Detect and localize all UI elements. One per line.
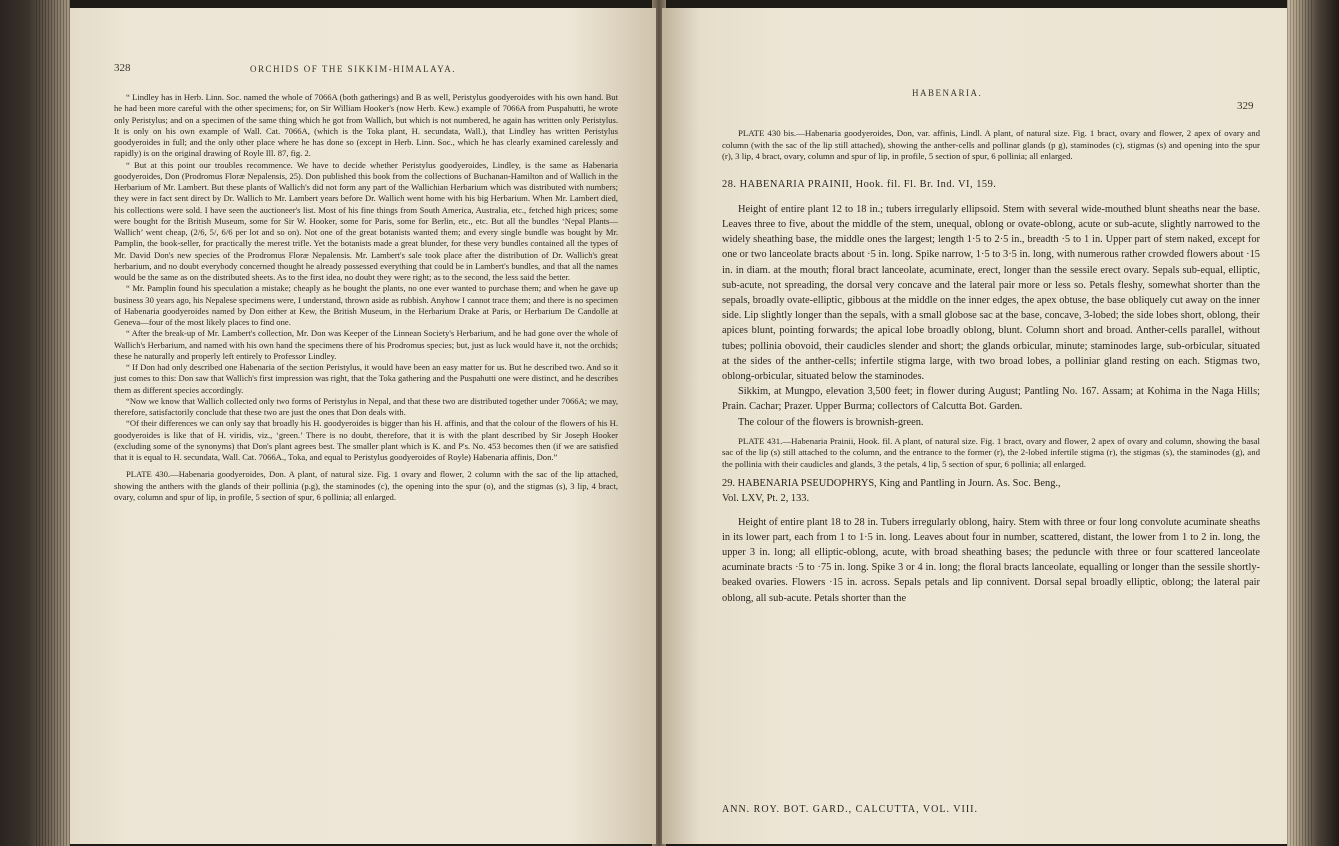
left-page — [70, 8, 656, 844]
paragraph: Height of entire plant 12 to 18 in.; tubers irregularly ellipsoid. Stem with several wide-mouthed blunt sheaths near the base. Leaves three to five, about the middle of the stem, unequal, oblong or ovate-oblong, acute or sub-acute, slightly narrowed to the widely sheathing base, the middle ones the largest; length 1·5 to 2·5 in., breadth ·5 to 1 in. Upper part of stem naked, except for one or two lanceolate bracts about ·5 in. long. Spike narrow, 1·5 to 3·5 in. long, with numerous rather crowded flowers about ·15 in. in diam. at the mouth; floral bract lanceolate, acuminate, erect, longer than the sessile erect ovary. Sepals sub-equal, elliptic, sub-acute, not spreading, the dorsal very concave and the lateral pair more or less so. Petals fleshy, somewhat shorter than the sepals, broadly ovate-elliptic, gibbous at the middle on the inner edges, the apex obtuse, the base obliquely cut away on the inner side. Lip slightly longer than the sepals, with a small globose sac at the base, concave, 3-lobed; the side lobes short, oblong, their apices blunt, pointing forwards; the apical lobe broadly oblong, blunt. Column short and broad. Anther-cells parallel, without tubes; pollinia obovoid, their caudicles slender and short; the glands orbicular, minute; staminodes large, sub-orbicular, situated at the sides of the anther-cells; infertile stigma large, with two broad lobes, a polliniar gland resting on each. Stigmas two, oblong-orbicular, situated below the staminodes. — [722, 203, 1260, 382]
plate-caption: PLATE 430.—Habenaria goodyeroides, Don. A plant, of natural size. Fig. 1 ovary and flower, 2 column with the sac of the lip attached, showing the anthers with the glands of their pollinia (p.g), the staminodes (c), the opening into the spur (o), and the stigmas (s), 3 lip, 4 bract, ovary, column and spur of lip, in profile, 5 section of spur, 6 pollinia; all enlarged. — [114, 469, 618, 502]
page-number: 329 — [1237, 100, 1254, 112]
running-head: HABENARIA. — [912, 88, 983, 98]
section-heading-cont: Vol. LXV, Pt. 2, 133. — [722, 493, 810, 505]
paragraph: The colour of the flowers is brownish-green. — [738, 416, 924, 428]
plate-caption: PLATE 431.—Habenaria Prainii, Hook. fil. A plant, of natural size. Fig. 1 bract, ovary and flower, 2 apex of ovary and column, showing the basal sac of the lip (s) still attached to the column, and the entrance to the former (r), the 2-lobed infertile stigma (r), the stigmas (s), the staminodes (g), and the pollinia with their caudicles and glands, 3 the petals, 4 lip, 5 section of spur, 6 pollinia; all enlarged. — [722, 435, 1260, 469]
paragraph: Sikkim, at Mungpo, elevation 3,500 feet; in flower during August; Pantling No. 167. Assam; at Kohima in the Naga Hills; Prain. Cachar; Prazer. Upper Burma; collectors of Calcutta Bot. Garden. — [722, 386, 1260, 413]
paragraph: “Of their differences we can only say that broadly his H. goodyeroides is bigger than his H. affinis, and that the colour of the flowers of his H. goodyeroides is like that of H. viridis, viz., ‘green.’ There is no doubt, therefore, that it is with the plant described by Sir Joseph Hooker (excluding some of the synonyms) that Don's plant agrees best. The smaller plant which is K. and P's. No. 453 becomes then (if we are satisfied that it is equal to H. secundata, Wall. Cat. 7066A., Toka, and equal to Peristylus goodyeroides of Royle) Habenaria affinis, Don.” — [114, 418, 618, 462]
plate-caption: PLATE 430 bis.—Habenaria goodyeroides, Don, var. affinis, Lindl. A plant, of natural size. Fig. 1 bract, ovary and flower, 2 apex of ovary and column (with the sac of the lip still attached), showing the anther-cells and pollinar glands (p g), staminodes (c), stigmas (s) and opening into the spur (r), 3 lip, 4 bract, ovary, column and spur of lip, in profile, 5 section of spur, 6 pollinia; all enlarged. — [722, 128, 1260, 161]
paragraph: “ Mr. Pamplin found his speculation a mistake; cheaply as he bought the plants, no one ever wanted to purchase them; and when he gave up business 30 years ago, his Nepalese specimens were, I understand, thrown aside as rubbish. Anyhow I cannot trace them; and there is no specimen of Habenaria goodyeroides named by Don either at Kew, the British Museum, in the Herbarium Drake at Paris, or Herbarium De Candolle at Geneva—four of the most likely places to find one. — [114, 283, 618, 327]
section-heading: 28. HABENARIA PRAINII, Hook. fil. Fl. Br. Ind. VI, 159. — [722, 178, 997, 190]
book-edge-right — [1287, 0, 1339, 846]
left-body — [114, 92, 618, 503]
book-edge-left — [0, 0, 70, 846]
page-number: 328 — [114, 62, 131, 74]
page-footer: ANN. ROY. BOT. GARD., CALCUTTA, VOL. VIII. — [722, 804, 979, 815]
paragraph: “ Lindley has in Herb. Linn. Soc. named the whole of 7066A (both gatherings) and B as well, Peristylus goodyeroides with his own hand. But he had been more careful with the other specimens; for, on Sir William Hooker's (now Herb. Kew.) example of 7066A from Puspahutti, he wrote only Peristylus; and on a specimen of the same thing which he got from Wallich, but which is not numbered, he again has written only Peristylus. It is only on his own example of Wall. Cat. 7066A, (which is the Toka plant, H. secundata, Wall.), that Lindley has written Peristylus goodyeroides in full; and the only other place where he has done so (except in Herb. Linn. Soc., which he has clearly examined carelessly and rapidly) is on the original drawing of Royle Ill. 87, fig. 2. — [114, 92, 618, 159]
right-page — [662, 8, 1287, 844]
running-head: ORCHIDS OF THE SIKKIM-HIMALAYA. — [250, 64, 457, 74]
paragraph: Height of entire plant 18 to 28 in. Tubers irregularly oblong, hairy. Stem with three or four long convolute acuminate sheaths in its lower part, each from 1 to 1·5 in. long. Leaves about four in number, scattered, distant, the lower from 1 to 2 in. long, the upper 3 in. long; all elliptic-oblong, acute, with broad sheathing bases; the peduncle with three or four scattered lanceolate acuminate bracts ·5 to ·75 in. long. Spike 3 or 4 in. long; the floral bracts lanceolate, equalling or longer than the sessile shortly-beaked ovaries. Flowers ·15 in. across. Sepals petals and lip connivent. Dorsal sepal broadly elliptic, oblong; the lateral pair oblong, all sub-acute. Petals shorter than the — [722, 516, 1260, 604]
paragraph: “ But at this point our troubles recommence. We have to decide whether Peristylus goodyeroides, Lindley, is the same as Habenaria goodyeroides, Don (Prodromus Floræ Nepalensis, 25). Don published this book from the collections of Buchanan-Hamilton and of Wallich in the Herbarium of Mr. Lambert. But these plants of Wallich's did not form any part of the Wallichian Herbarium which was distributed with numbers; they were in fact sent direct by Dr. Wallich to Mr. Lambert years before Dr. Wallich went home with his big Herbarium. When Mr. Lambert died, his collections were sold. I have seen the auctioneer's list. Most of his fine things from South America, Australia, etc., fetched high prices; some were bought for the British Museum, some for Sir W. Hooker, some for Paris, some for Berlin, etc., etc. But all the bundles ‘Nepal Plants—Wallich’ went cheap, (2/6, 5/, 6/6 per lot and so on). Not one of the great botanists wanted them; and every single bundle was bought by Mr. Pamplin, the book-seller, for practically the merest trifle. Yet the botanists made a great blunder, for these very bundles contained all the types of Mr. David Don's new species of the Prodromus Floræ Nepalensis. Mr. Lambert's sale took place after the distribution of Dr. Wallich's great herbarium, and no doubt everybody concerned thought he already possessed everything that could be in Lambert's bundles, and that all the names would be the same as on the distributed sheets. As to the first idea, no doubt they were right; as to the second, the less said the better. — [114, 159, 618, 282]
paragraph: “ After the break-up of Mr. Lambert's collection, Mr. Don was Keeper of the Linnean Society's Herbarium, and he had gone over the whole of Wallich's Herbarium, and named with his own hand the specimens there of his Prodromus species; but, just as luck would have it, not the orchids; these he naturally and properly left entirely to Professor Lindley. — [114, 328, 618, 361]
section-heading: 29. HABENARIA PSEUDOPHRYS, King and Pantling in Journ. As. Soc. Beng., — [722, 478, 1061, 490]
paragraph: “Now we know that Wallich collected only two forms of Peristylus in Nepal, and that these two are distributed together under 7066A; we may, therefore, satisfactorily conclude that these two are just the ones that Don deals with. — [114, 395, 618, 417]
right-body — [722, 128, 1260, 606]
paragraph: “ If Don had only described one Habenaria of the section Peristylus, it would have been an easy matter for us. But he described two. And so it just comes to this: Don saw that Wallich's first impression was right, that the Toka gathering and the Puspahutti one were distinct, and he describes them as different species accordingly. — [114, 362, 619, 395]
